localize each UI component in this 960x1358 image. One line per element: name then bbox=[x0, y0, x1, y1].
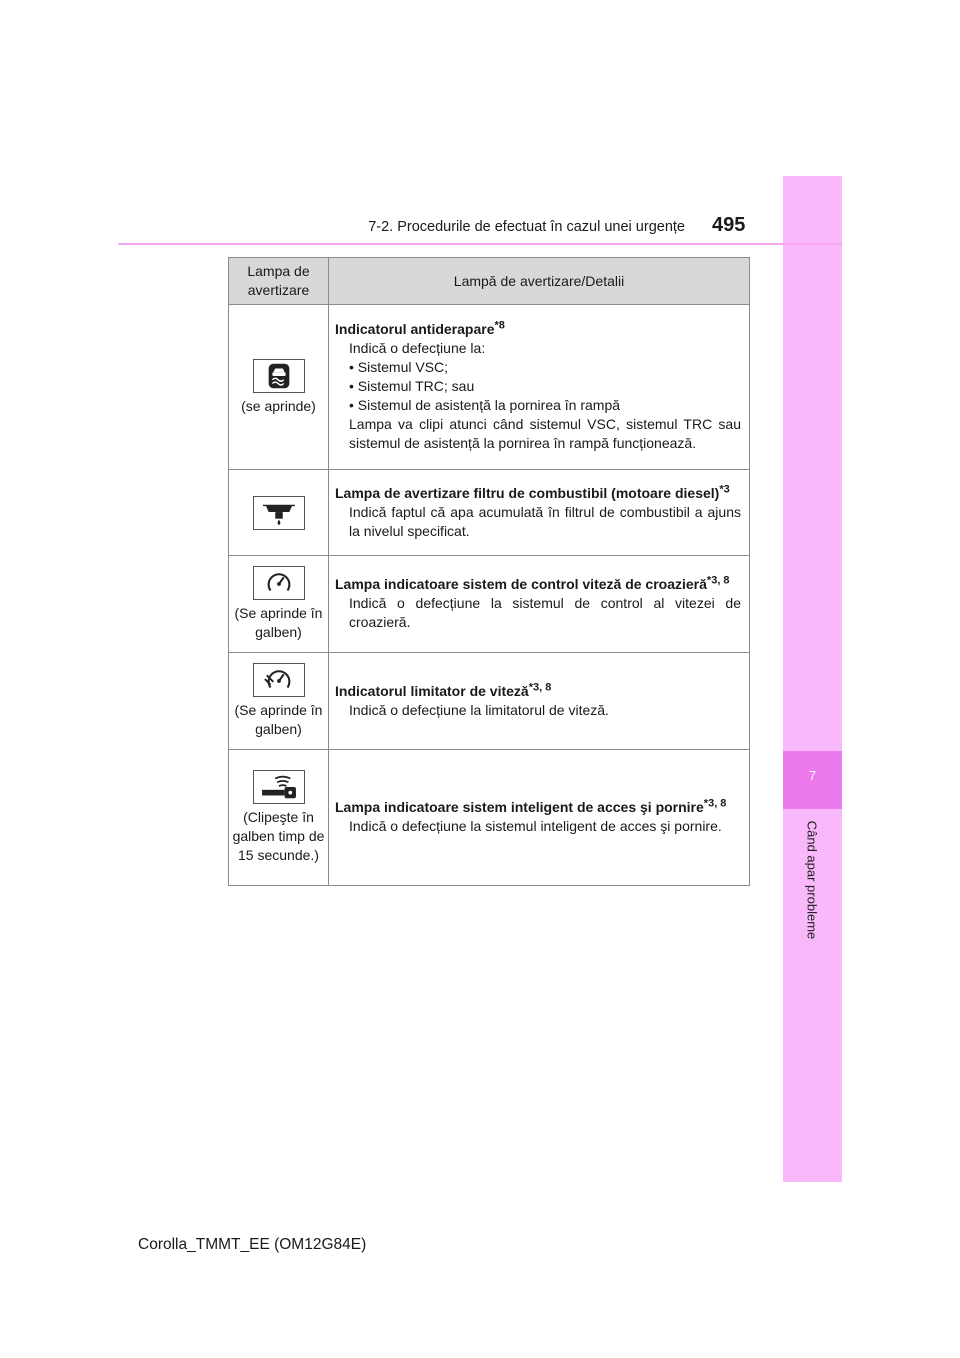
lamp-description: Indică o defecțiune la: bbox=[349, 340, 486, 356]
column-header-details: Lampă de avertizare/Detalii bbox=[329, 258, 750, 305]
details-cell bbox=[329, 750, 750, 886]
table-header-row bbox=[229, 258, 750, 305]
details-cell bbox=[329, 470, 750, 556]
footnote-ref: *3, 8 bbox=[706, 574, 730, 587]
footnote-ref: *8 bbox=[494, 319, 505, 332]
table-row bbox=[229, 556, 750, 653]
table-row bbox=[229, 470, 750, 556]
lamp-description: Indică o defecțiune la limitatorul de viteză. bbox=[349, 701, 609, 718]
list-item: • Sistemul TRC; sau bbox=[349, 378, 475, 394]
chapter-label: Când apar probleme bbox=[804, 820, 820, 940]
lamp-description: Indică o defecțiune la sistemul de control al vitezei de croazieră. bbox=[349, 595, 741, 630]
table-row bbox=[229, 305, 750, 470]
list-item: • Sistemul VSC; bbox=[349, 359, 449, 375]
lamp-cell bbox=[229, 470, 329, 556]
table-row bbox=[229, 750, 750, 886]
lamp-description-extra: Lampa va clipi atunci când sistemul VSC, sistemul TRC sau sistemul de asistență la pornirea în rampă funcționează. bbox=[349, 416, 741, 451]
page-number: 495 bbox=[712, 214, 746, 236]
lamp-description: Indică faptul că apa acumulată în filtrul de combustibil a ajuns la nivelul specificat. bbox=[349, 503, 741, 539]
details-cell bbox=[329, 305, 750, 470]
lamp-cell bbox=[229, 750, 329, 886]
lamp-caption: (Se aprinde în galben) bbox=[234, 605, 323, 640]
lamp-cell bbox=[229, 305, 329, 470]
fuel-filter-warning-icon bbox=[253, 496, 305, 530]
lamp-caption: (Se aprinde în galben) bbox=[234, 702, 323, 737]
speed-limiter-icon bbox=[253, 663, 305, 697]
lamp-cell bbox=[229, 556, 329, 653]
smart-key-icon bbox=[253, 770, 305, 804]
chapter-number: 7 bbox=[808, 768, 817, 783]
lamp-title: Lampa indicatoare sistem de control viteză de croazieră$^{*3, 8}$ bbox=[335, 574, 730, 592]
lamp-title: Lampa indicatoare sistem inteligent de acces şi pornire$^{*3, 8}$ bbox=[335, 797, 727, 815]
footnote-ref: *3 bbox=[719, 482, 730, 495]
list-item: • Sistemul de asistență la pornirea în rampă bbox=[349, 397, 621, 413]
table-row bbox=[229, 653, 750, 750]
lamp-description: Indică o defecțiune la sistemul inteligent de acces şi pornire. bbox=[349, 818, 722, 834]
cruise-control-icon bbox=[253, 566, 305, 600]
footnote-ref: *3, 8 bbox=[528, 680, 552, 693]
column-header-lamp: Lampa de avertizare bbox=[229, 258, 329, 305]
footnote-ref: *3, 8 bbox=[703, 797, 727, 810]
details-cell bbox=[329, 556, 750, 653]
lamp-title: Lampa de avertizare filtru de combustibil (motoare diesel)$^{*3}$ bbox=[335, 482, 730, 501]
lamp-title: Indicatorul limitator de viteză$^{*3, 8}$ bbox=[335, 680, 552, 699]
side-tab bbox=[783, 176, 842, 1182]
lamp-title: Indicatorul antiderapare$^{*8}$ bbox=[335, 319, 505, 337]
header-title: 7-2. Procedurile de efectuat în cazul unei urgențe bbox=[368, 219, 685, 235]
header-rule bbox=[118, 243, 842, 245]
footer-model: Corolla_TMMT_EE (OM12G84E) bbox=[138, 1236, 367, 1253]
lamp-caption: (se aprinde) bbox=[241, 397, 316, 414]
skid-indicator-icon bbox=[253, 359, 305, 393]
details-cell bbox=[329, 653, 750, 750]
warning-lights-table bbox=[228, 257, 750, 886]
lamp-caption: (Clipeşte în galben timp de 15 secunde.) bbox=[232, 809, 325, 863]
lamp-cell bbox=[229, 653, 329, 750]
